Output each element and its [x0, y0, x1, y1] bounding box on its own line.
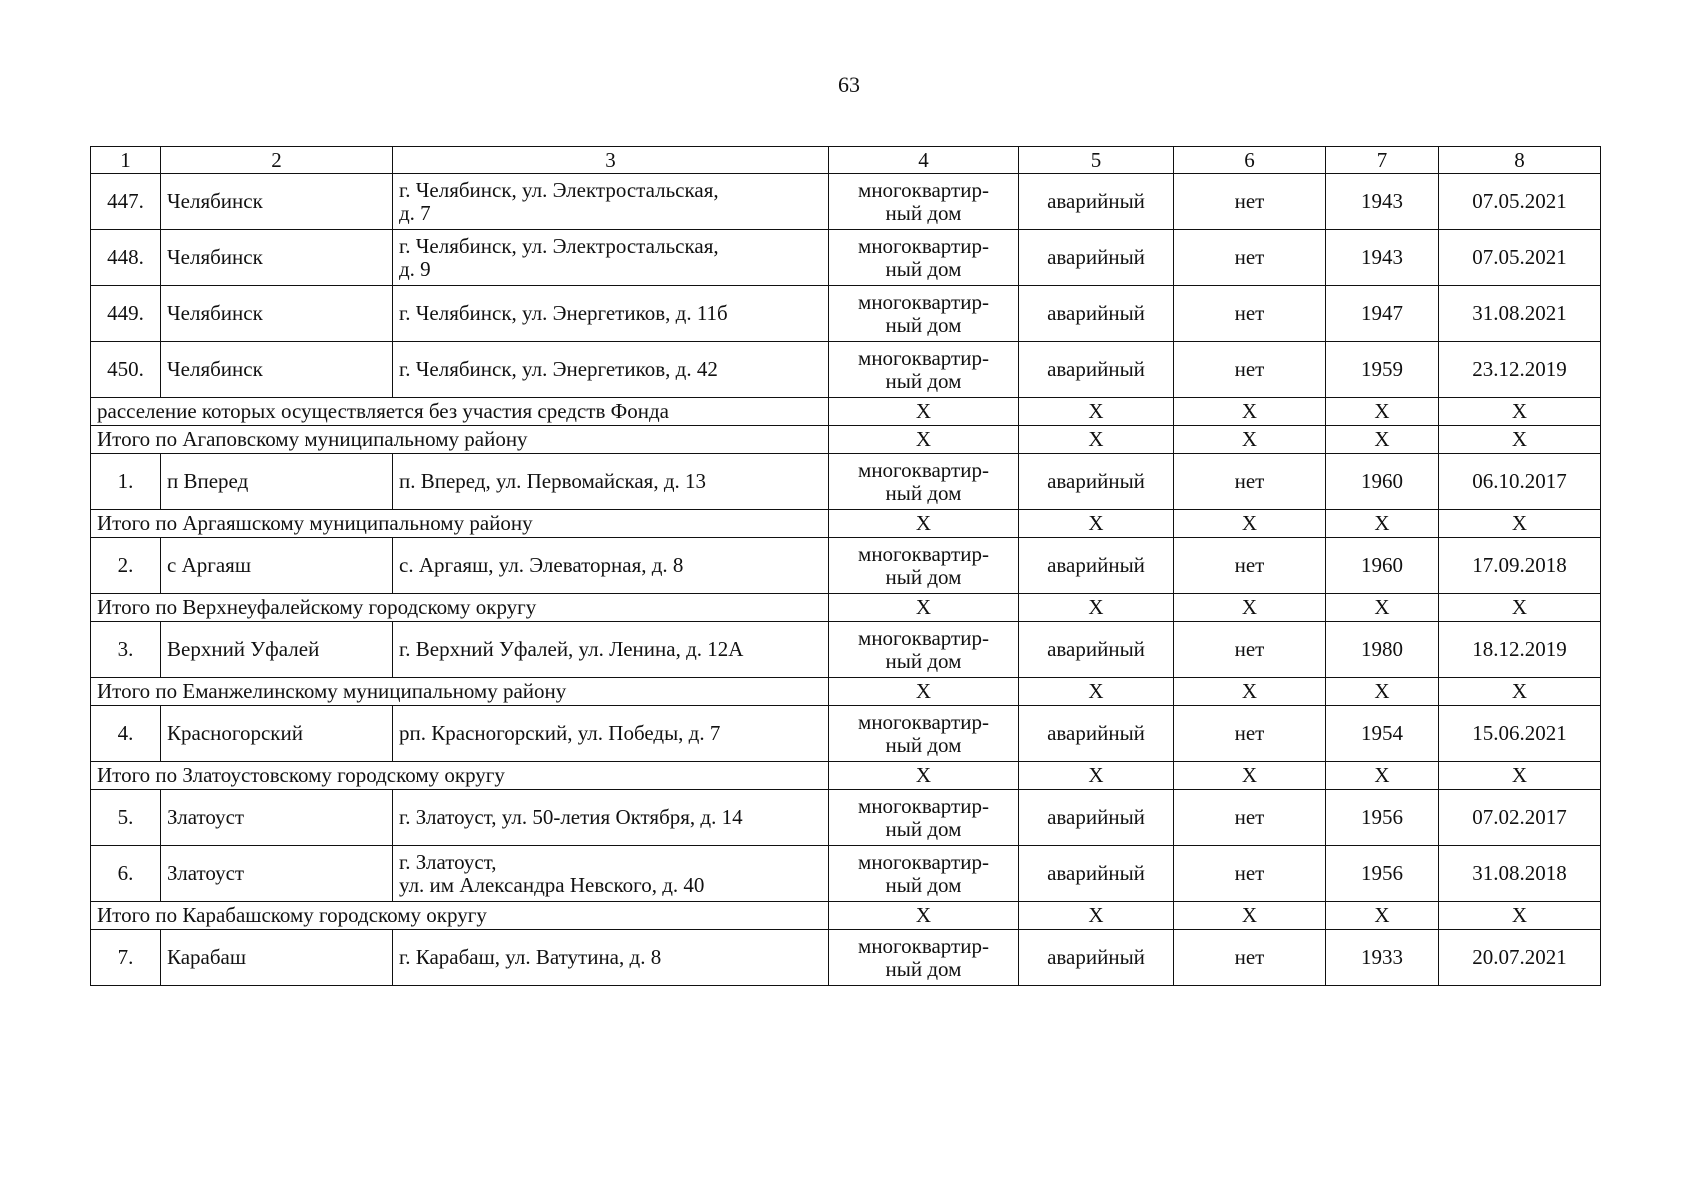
address-line: рп. Красногорский, ул. Победы, д. 7 [399, 721, 721, 746]
table-row [91, 174, 1601, 230]
row-number: 5. [91, 790, 161, 846]
year-value: 1980 [1326, 622, 1439, 678]
table-row [91, 454, 1601, 510]
flag-value: нет [1174, 342, 1326, 398]
condition-status: аварийный [1019, 846, 1174, 902]
column-header: 3 [393, 147, 829, 174]
building-type-cell [829, 230, 1019, 286]
x-mark: X [1326, 426, 1439, 454]
condition-status: аварийный [1019, 174, 1174, 230]
building-type-line: многоквартир- [858, 178, 989, 203]
address-cell [393, 538, 829, 594]
table-row [91, 342, 1601, 398]
x-mark: X [1326, 398, 1439, 426]
year-value: 1954 [1326, 706, 1439, 762]
column-header: 5 [1019, 147, 1174, 174]
condition-status: аварийный [1019, 342, 1174, 398]
flag-value: нет [1174, 230, 1326, 286]
table-row [91, 706, 1601, 762]
row-number: 2. [91, 538, 161, 594]
address-cell [393, 286, 829, 342]
x-mark: X [1326, 510, 1439, 538]
x-mark: X [1439, 426, 1601, 454]
address-line: г. Златоуст, ул. 50-летия Октября, д. 14 [399, 805, 743, 830]
building-type-cell [829, 846, 1019, 902]
x-mark: X [1326, 678, 1439, 706]
building-type-line: многоквартир- [858, 850, 989, 875]
x-mark: X [1439, 762, 1601, 790]
condition-status: аварийный [1019, 454, 1174, 510]
settlement-name: Челябинск [161, 286, 393, 342]
subtotal-label: Итого по Аргаяшскому муниципальному району [91, 510, 829, 538]
building-type-line: многоквартир- [858, 542, 989, 567]
building-type-line: ный дом [885, 480, 962, 505]
flag-value: нет [1174, 790, 1326, 846]
address-cell [393, 230, 829, 286]
date-value: 07.05.2021 [1439, 230, 1601, 286]
table-row [91, 538, 1601, 594]
building-type-line: ный дом [885, 816, 962, 841]
building-type-cell [829, 342, 1019, 398]
column-header: 2 [161, 147, 393, 174]
building-type-cell [829, 622, 1019, 678]
date-value: 18.12.2019 [1439, 622, 1601, 678]
subtotal-row [91, 426, 1601, 454]
year-value: 1943 [1326, 174, 1439, 230]
date-value: 17.09.2018 [1439, 538, 1601, 594]
year-value: 1956 [1326, 790, 1439, 846]
address-cell [393, 342, 829, 398]
condition-status: аварийный [1019, 706, 1174, 762]
building-type-line: многоквартир- [858, 346, 989, 371]
address-line: г. Челябинск, ул. Электростальская, [399, 234, 719, 259]
flag-value: нет [1174, 174, 1326, 230]
flag-value: нет [1174, 622, 1326, 678]
building-type-line: ный дом [885, 256, 962, 281]
settlement-name: с Аргаяш [161, 538, 393, 594]
building-type-line: многоквартир- [858, 234, 989, 259]
x-mark: X [1174, 594, 1326, 622]
date-value: 07.05.2021 [1439, 174, 1601, 230]
column-header: 8 [1439, 147, 1601, 174]
condition-status: аварийный [1019, 930, 1174, 986]
row-number: 3. [91, 622, 161, 678]
address-line: с. Аргаяш, ул. Элеваторная, д. 8 [399, 553, 684, 578]
x-mark: X [1019, 678, 1174, 706]
address-line: п. Вперед, ул. Первомайская, д. 13 [399, 469, 707, 494]
page-number: 63 [838, 72, 860, 97]
x-mark: X [1439, 398, 1601, 426]
address-line: г. Карабаш, ул. Ватутина, д. 8 [399, 945, 662, 970]
x-mark: X [1174, 902, 1326, 930]
year-value: 1960 [1326, 538, 1439, 594]
building-type-line: ный дом [885, 956, 962, 981]
x-mark: X [829, 762, 1019, 790]
date-value: 31.08.2021 [1439, 286, 1601, 342]
flag-value: нет [1174, 706, 1326, 762]
settlement-name: п Вперед [161, 454, 393, 510]
flag-value: нет [1174, 846, 1326, 902]
x-mark: X [829, 510, 1019, 538]
x-mark: X [1174, 678, 1326, 706]
x-mark: X [1174, 762, 1326, 790]
address-line: г. Челябинск, ул. Энергетиков, д. 11б [399, 301, 728, 326]
x-mark: X [1439, 510, 1601, 538]
table-row [91, 622, 1601, 678]
date-value: 07.02.2017 [1439, 790, 1601, 846]
subtotal-row [91, 594, 1601, 622]
building-type-line: ный дом [885, 312, 962, 337]
condition-status: аварийный [1019, 230, 1174, 286]
column-header: 7 [1326, 147, 1439, 174]
subtotal-row [91, 678, 1601, 706]
x-mark: X [829, 678, 1019, 706]
address-cell [393, 790, 829, 846]
column-number-header [91, 147, 1601, 174]
date-value: 15.06.2021 [1439, 706, 1601, 762]
table-row [91, 286, 1601, 342]
subtotal-label: Итого по Еманжелинскому муниципальному району [91, 678, 829, 706]
x-mark: X [1439, 902, 1601, 930]
settlement-name: Карабаш [161, 930, 393, 986]
building-type-line: ный дом [885, 564, 962, 589]
column-header: 1 [91, 147, 161, 174]
building-type-cell [829, 174, 1019, 230]
date-value: 06.10.2017 [1439, 454, 1601, 510]
address-cell [393, 174, 829, 230]
x-mark: X [1019, 398, 1174, 426]
condition-status: аварийный [1019, 538, 1174, 594]
year-value: 1956 [1326, 846, 1439, 902]
subtotal-label: Итого по Златоустовскому городскому округу [91, 762, 829, 790]
building-type-line: многоквартир- [858, 934, 989, 959]
x-mark: X [1326, 902, 1439, 930]
settlement-name: Челябинск [161, 342, 393, 398]
x-mark: X [1326, 762, 1439, 790]
row-number: 448. [91, 230, 161, 286]
date-value: 31.08.2018 [1439, 846, 1601, 902]
x-mark: X [1019, 902, 1174, 930]
building-type-line: ный дом [885, 200, 962, 225]
building-type-line: ный дом [885, 648, 962, 673]
settlement-name: Красногорский [161, 706, 393, 762]
subtotal-row [91, 510, 1601, 538]
flag-value: нет [1174, 538, 1326, 594]
flag-value: нет [1174, 454, 1326, 510]
table-row [91, 790, 1601, 846]
x-mark: X [1174, 426, 1326, 454]
subtotal-row [91, 762, 1601, 790]
condition-status: аварийный [1019, 286, 1174, 342]
address-line: г. Челябинск, ул. Электростальская, [399, 178, 719, 203]
address-cell [393, 622, 829, 678]
row-number: 1. [91, 454, 161, 510]
x-mark: X [1174, 398, 1326, 426]
subtotal-label: Итого по Агаповскому муниципальному району [91, 426, 829, 454]
x-mark: X [829, 398, 1019, 426]
settlement-name: Челябинск [161, 174, 393, 230]
date-value: 20.07.2021 [1439, 930, 1601, 986]
settlement-name: Златоуст [161, 846, 393, 902]
building-type-line: многоквартир- [858, 710, 989, 735]
row-number: 447. [91, 174, 161, 230]
x-mark: X [829, 426, 1019, 454]
x-mark: X [1019, 594, 1174, 622]
x-mark: X [1439, 594, 1601, 622]
row-number: 6. [91, 846, 161, 902]
year-value: 1933 [1326, 930, 1439, 986]
subtotal-row [91, 902, 1601, 930]
date-value: 23.12.2019 [1439, 342, 1601, 398]
x-mark: X [1019, 426, 1174, 454]
subtotal-row [91, 398, 1601, 426]
address-line: д. 9 [399, 256, 431, 281]
building-type-cell [829, 286, 1019, 342]
condition-status: аварийный [1019, 622, 1174, 678]
condition-status: аварийный [1019, 790, 1174, 846]
building-type-line: ный дом [885, 368, 962, 393]
building-type-line: многоквартир- [858, 794, 989, 819]
building-type-cell [829, 538, 1019, 594]
row-number: 449. [91, 286, 161, 342]
address-line: г. Златоуст, [399, 850, 497, 875]
subtotal-label: Итого по Карабашскому городскому округу [91, 902, 829, 930]
address-cell [393, 930, 829, 986]
address-line: ул. им Александра Невского, д. 40 [399, 872, 705, 897]
building-type-line: ный дом [885, 872, 962, 897]
building-type-cell [829, 790, 1019, 846]
address-line: г. Верхний Уфалей, ул. Ленина, д. 12А [399, 637, 744, 662]
building-type-line: многоквартир- [858, 290, 989, 315]
building-type-line: ный дом [885, 732, 962, 757]
table-row [91, 230, 1601, 286]
settlement-name: Верхний Уфалей [161, 622, 393, 678]
table-body [91, 147, 1601, 986]
column-header: 4 [829, 147, 1019, 174]
x-mark: X [829, 902, 1019, 930]
building-type-line: многоквартир- [858, 626, 989, 651]
address-line: г. Челябинск, ул. Энергетиков, д. 42 [399, 357, 718, 382]
building-type-cell [829, 454, 1019, 510]
year-value: 1960 [1326, 454, 1439, 510]
year-value: 1959 [1326, 342, 1439, 398]
x-mark: X [1019, 762, 1174, 790]
settlement-name: Златоуст [161, 790, 393, 846]
settlement-name: Челябинск [161, 230, 393, 286]
building-type-cell [829, 706, 1019, 762]
table-row [91, 930, 1601, 986]
x-mark: X [1019, 510, 1174, 538]
x-mark: X [1174, 510, 1326, 538]
building-type-line: многоквартир- [858, 458, 989, 483]
x-mark: X [1439, 678, 1601, 706]
row-number: 4. [91, 706, 161, 762]
row-number: 450. [91, 342, 161, 398]
emergency-housing-table [90, 146, 1601, 986]
x-mark: X [1326, 594, 1439, 622]
column-header: 6 [1174, 147, 1326, 174]
address-cell [393, 846, 829, 902]
year-value: 1947 [1326, 286, 1439, 342]
row-number: 7. [91, 930, 161, 986]
flag-value: нет [1174, 930, 1326, 986]
flag-value: нет [1174, 286, 1326, 342]
year-value: 1943 [1326, 230, 1439, 286]
subtotal-label: расселение которых осуществляется без участия средств Фонда [91, 398, 829, 426]
address-line: д. 7 [399, 200, 431, 225]
x-mark: X [829, 594, 1019, 622]
subtotal-label: Итого по Верхнеуфалейскому городскому округу [91, 594, 829, 622]
address-cell [393, 454, 829, 510]
table-row [91, 846, 1601, 902]
address-cell [393, 706, 829, 762]
building-type-cell [829, 930, 1019, 986]
